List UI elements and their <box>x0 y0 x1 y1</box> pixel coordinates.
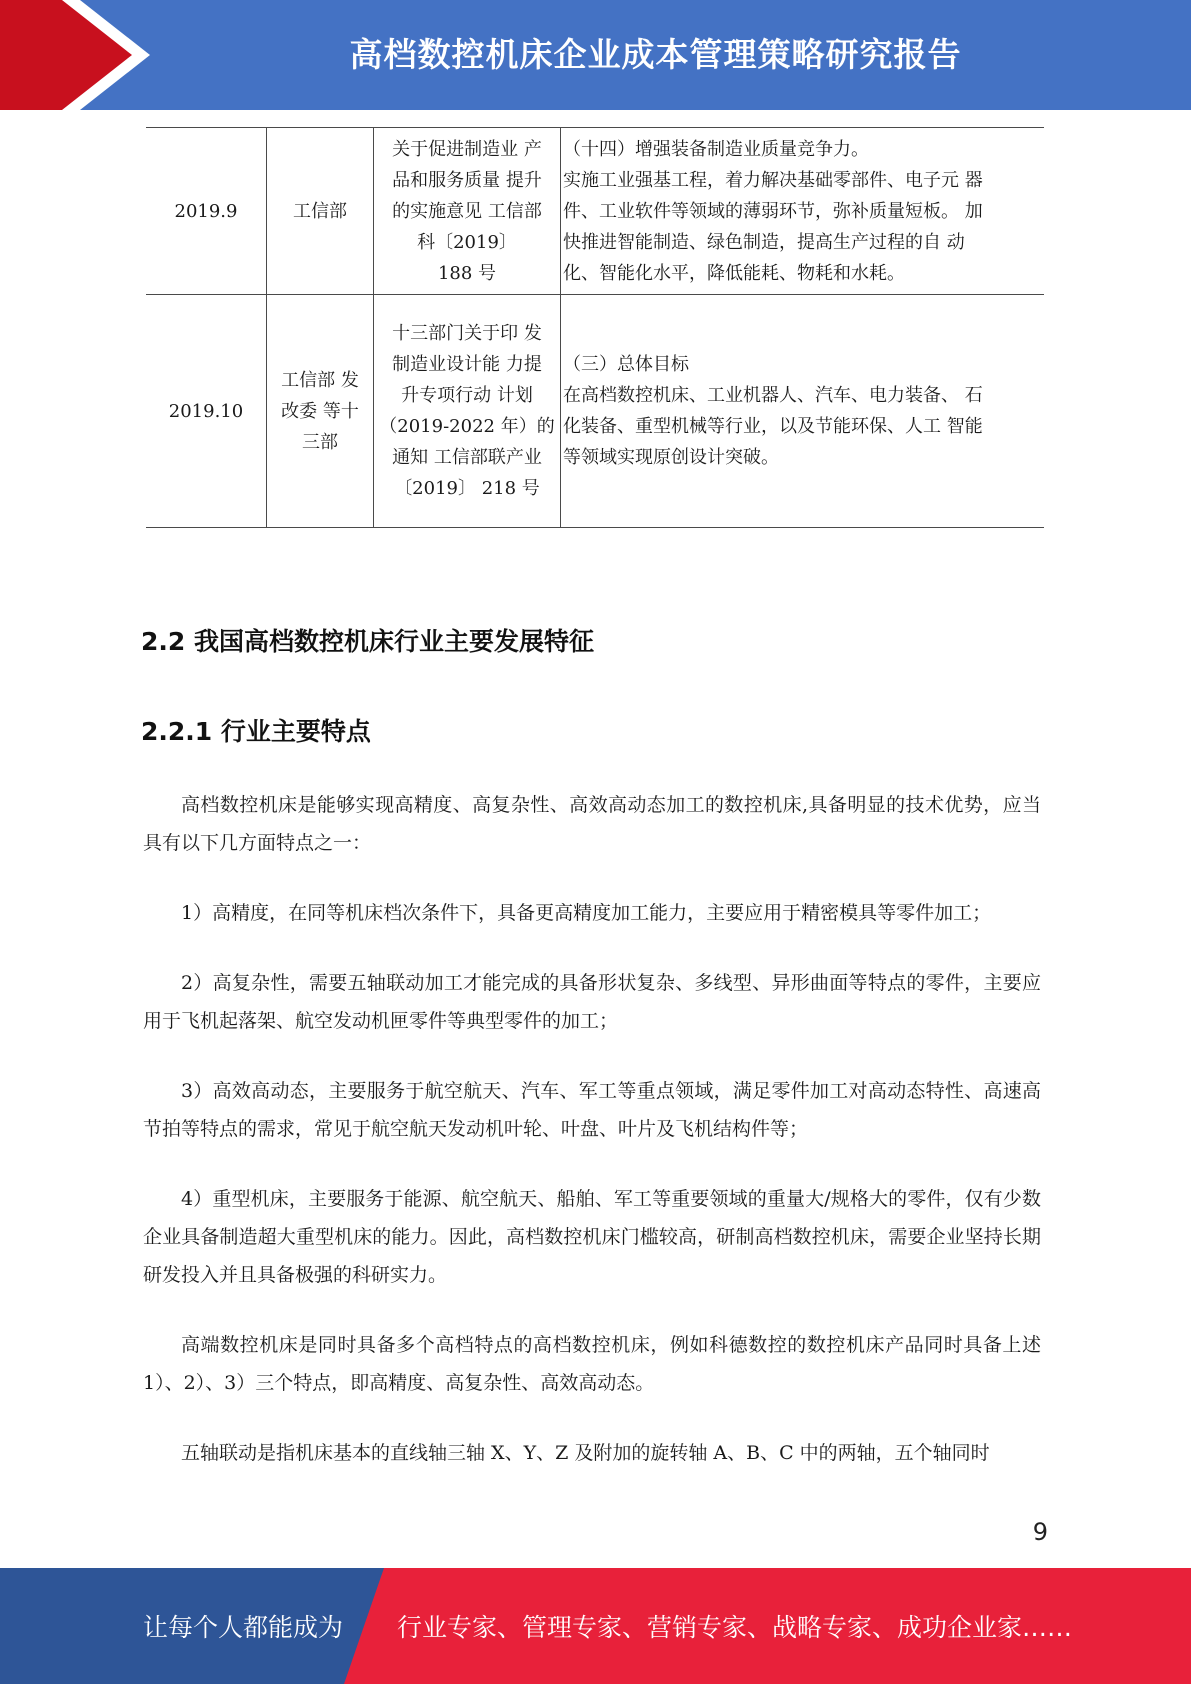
cell-line: 三部 <box>302 431 338 453</box>
table-cell-content <box>561 295 1045 528</box>
paragraph: 2）高复杂性，需要五轴联动加工才能完成的具备形状复杂、多线型、异形曲面等特点的零件，主要应用于飞机起落架、航空发动机匣零件等典型零件的加工； <box>143 972 1041 1032</box>
cell-line: 快推进智能制造、绿色制造，提高生产过程的自 动 <box>563 231 965 253</box>
cell-line: 的实施意见 工信部 <box>392 200 542 222</box>
cell-line: 188 号 <box>437 262 497 284</box>
section-heading: 2.2 我国高档数控机床行业主要发展特征 <box>141 627 594 656</box>
cell-line: 工信部 <box>293 200 347 222</box>
table-row <box>146 295 1044 528</box>
cell-line: 关于促进制造业 产 <box>392 138 542 160</box>
cell-line: 制造业设计能 力提 <box>392 354 542 375</box>
cell-line: 十三部门关于印 发 <box>392 323 542 344</box>
page-number: 9 <box>1032 1518 1048 1546</box>
policy-table <box>146 127 1044 528</box>
cell-line: 品和服务质量 提升 <box>392 169 542 191</box>
body-text <box>143 786 1041 1504</box>
footer-slogan-left: 让每个人都能成为 <box>143 1613 344 1642</box>
paragraph: 3）高效高动态，主要服务于航空航天、汽车、军工等重点领域，满足零件加工对高动态特性、高速高节拍等特点的需求，常见于航空航天发动机叶轮、叶盘、叶片及飞机结构件等； <box>143 1080 1041 1140</box>
table-cell-date: 2019.10 <box>146 295 267 528</box>
page-footer <box>0 1568 1191 1684</box>
cell-line: 化装备、重型机械等行业，以及节能环保、人工 智能 <box>563 416 983 437</box>
cell-line: 科〔2019〕 <box>417 231 517 253</box>
paragraph: 4）重型机床，主要服务于能源、航空航天、船舶、军工等重要领域的重量大/规格大的零件，仅有少数企业具备制造超大重型机床的能力。因此，高档数控机床门槛较高，研制高档数控机床，需要企业坚持长期研发投入并且具备极强的科研实力。 <box>143 1188 1041 1286</box>
footer-slogan-right: 行业专家、管理专家、营销专家、战略专家、成功企业家…… <box>397 1613 1073 1642</box>
cell-line: 工信部 发 <box>281 369 359 391</box>
paragraph: 1）高精度，在同等机床档次条件下，具备更高精度加工能力，主要应用于精密模具等零件加工； <box>181 902 992 924</box>
paragraph: 高档数控机床是能够实现高精度、高复杂性、高效高动态加工的数控机床,具备明显的技术优势，应当具有以下几方面特点之一： <box>143 794 1041 854</box>
cell-line: 改委 等十 <box>281 400 359 422</box>
cell-line: 在高档数控机床、工业机器人、汽车、电力装备、 石 <box>563 385 983 406</box>
cell-line: 〔2019〕 218 号 <box>394 478 540 499</box>
cell-line: 件、工业软件等领域的薄弱环节，弥补质量短板。 加 <box>563 200 983 222</box>
paragraph: 高端数控机床是同时具备多个高档特点的高档数控机床，例如科德数控的数控机床产品同时具备上述 1）、2）、3）三个特点，即高精度、高复杂性、高效高动态。 <box>143 1334 1041 1394</box>
cell-line: 等领域实现原创设计突破。 <box>563 447 779 468</box>
report-title: 高档数控机床企业成本管理策略研究报告 <box>349 34 962 74</box>
cell-line: （十四）增强装备制造业质量竞争力。 <box>563 138 869 160</box>
table-cell-dept <box>267 128 374 295</box>
paragraph: 五轴联动是指机床基本的直线轴三轴 X、Y、Z 及附加的旋转轴 A、B、C 中的两轴，五个轴同时 <box>181 1442 990 1464</box>
cell-line: 升专项行动 计划 <box>401 385 533 406</box>
cell-line: （三）总体目标 <box>563 354 689 375</box>
table-cell-content <box>561 128 1045 295</box>
table-cell-document <box>374 295 561 528</box>
table-cell-document <box>374 128 561 295</box>
table-cell-date: 2019.9 <box>146 128 267 295</box>
cell-line: 实施工业强基工程，着力解决基础零部件、电子元 器 <box>563 169 983 191</box>
table-row <box>146 128 1044 295</box>
cell-line: 通知 工信部联产业 <box>392 447 542 468</box>
subsection-heading: 2.2.1 行业主要特点 <box>141 717 371 746</box>
cell-line: （2019-2022 年）的 <box>379 416 555 437</box>
cell-line: 化、智能化水平，降低能耗、物耗和水耗。 <box>563 262 905 284</box>
page-header <box>0 0 1191 110</box>
table-cell-dept <box>267 295 374 528</box>
